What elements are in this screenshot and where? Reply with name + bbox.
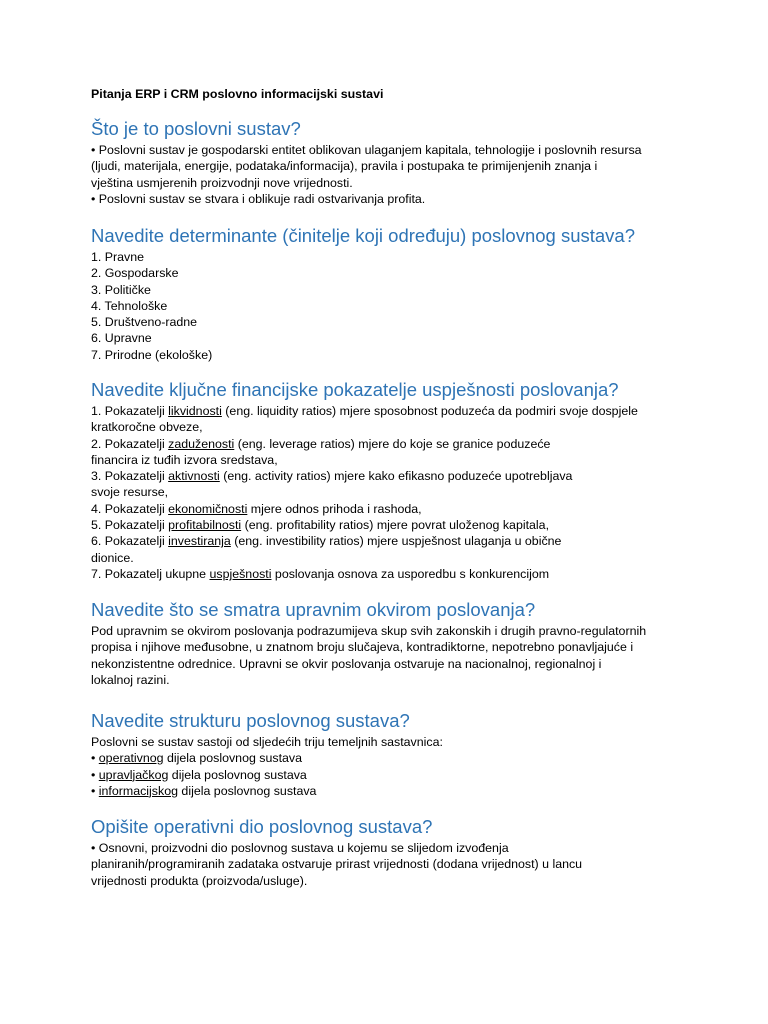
- text-segment: (ljudi, materijala, energije, podataka/informacija), pravila i postupaka te primijenjenih znanja i: [91, 159, 598, 174]
- text-segment: financira iz tuđih izvora sredstava,: [91, 452, 278, 467]
- text-segment: 6. Pokazatelji: [91, 534, 169, 549]
- text-segment: 1. Pokazatelji: [91, 404, 169, 418]
- text-segment: planiranih/programiranih zadataka ostvaruje prirast vrijednosti (dodana vrijednost) u lancu: [91, 857, 583, 872]
- document-title: Pitanja ERP i CRM poslovno informacijski sustavi: [91, 87, 384, 101]
- text-segment: 5. Pokazatelji: [91, 518, 169, 533]
- underlined-term: profitabilnosti: [168, 518, 242, 533]
- section-heading: Opišite operativni dio poslovnog sustava?: [91, 816, 433, 837]
- text-line: [91, 484, 691, 500]
- section-determinante: [91, 225, 691, 363]
- section-heading: Navedite determinante (činitelje koji određuju) poslovnog sustava?: [91, 225, 636, 246]
- text-line: [91, 672, 691, 688]
- text-segment: 7. Prirodne (ekološke): [91, 347, 213, 362]
- text-line: [91, 265, 691, 281]
- text-segment: •: [91, 767, 99, 782]
- text-segment: 1. Pravne: [91, 250, 145, 264]
- text-segment: dijela poslovnog sustava: [177, 783, 317, 798]
- text-segment: 2. Gospodarske: [91, 266, 179, 281]
- section-body: [91, 623, 691, 688]
- text-line: [91, 330, 691, 346]
- text-segment: •: [91, 751, 99, 766]
- text-line: [91, 175, 691, 191]
- section-heading: Što je to poslovni sustav?: [91, 118, 301, 139]
- underlined-term: zaduženosti: [168, 436, 235, 451]
- text-segment: (eng. leverage ratios) mjere do koje se granice poduzeće: [234, 436, 551, 451]
- text-segment: 7. Pokazatelj ukupne: [91, 566, 210, 581]
- text-segment: (eng. activity ratios) mjere kako efikasno poduzeće upotrebljava: [219, 469, 573, 484]
- underlined-term: informacijskog: [98, 783, 178, 798]
- text-segment: nekonzistentne odrednice. Upravni se okvir poslovanja ostvaruje na nacionalnoj, regionalnoj i: [91, 656, 602, 671]
- text-segment: • Poslovni sustav se stvara i oblikuje radi ostvarivanja profita.: [91, 191, 426, 206]
- underlined-term: upravljačkog: [98, 767, 169, 782]
- section-body: [91, 734, 691, 799]
- text-segment: poslovanja osnova za usporedbu s konkurencijom: [271, 566, 550, 581]
- text-segment: • Osnovni, proizvodni dio poslovnog sustava u kojemu se slijedom izvođenja: [91, 841, 509, 855]
- text-segment: 2. Pokazatelji: [91, 436, 169, 451]
- underlined-term: uspješnosti: [209, 566, 272, 581]
- text-line: [91, 142, 691, 158]
- text-line: [91, 639, 691, 655]
- text-segment: lokalnoj razini.: [91, 672, 170, 687]
- text-line: [91, 623, 691, 639]
- text-segment: 3. Pokazatelji: [91, 469, 169, 484]
- section-body: [91, 403, 691, 582]
- text-segment: 3. Političke: [91, 282, 151, 297]
- text-line: [91, 501, 691, 517]
- section-struktura: [91, 710, 691, 799]
- text-line: [91, 347, 691, 363]
- underlined-term: investiranja: [168, 534, 231, 549]
- text-line: [91, 452, 691, 468]
- section-upravni-okvir: [91, 599, 691, 688]
- text-segment: dijela poslovnog sustava: [168, 767, 307, 782]
- section-poslovni-sustav: [91, 118, 691, 207]
- text-segment: 4. Tehnološke: [91, 298, 168, 313]
- text-line: [91, 314, 691, 330]
- section-heading: Navedite što se smatra upravnim okvirom poslovanja?: [91, 599, 536, 620]
- text-segment: Pod upravnim se okvirom poslovanja podrazumijeva skup svih zakonskih i drugih pravno-regulatornih: [91, 624, 647, 638]
- text-line: [91, 419, 691, 435]
- section-body: [91, 840, 691, 889]
- underlined-term: aktivnosti: [168, 469, 220, 484]
- text-line: [91, 517, 691, 533]
- text-segment: dionice.: [91, 550, 134, 565]
- text-line: [91, 249, 691, 265]
- text-segment: vještina usmjerenih proizvodnji nove vrijednosti.: [91, 175, 353, 190]
- text-segment: mjere odnos prihoda i rashoda,: [247, 501, 422, 516]
- text-line: [91, 873, 691, 889]
- text-segment: (eng. liquidity ratios) mjere sposobnost poduzeća da podmiri svoje dospjele: [221, 404, 638, 418]
- text-segment: kratkoročne obveze,: [91, 420, 203, 435]
- text-segment: 4. Pokazatelji: [91, 501, 169, 516]
- underlined-term: likvidnosti: [168, 404, 222, 418]
- text-line: [91, 282, 691, 298]
- text-segment: vrijednosti produkta (proizvoda/usluge).: [91, 873, 308, 888]
- underlined-term: ekonomičnosti: [168, 501, 248, 516]
- text-segment: • Poslovni sustav je gospodarski entitet oblikovan ulaganjem kapitala, tehnologije i poslovnih resursa: [91, 143, 642, 157]
- text-line: [91, 783, 691, 799]
- section-operativni-dio: [91, 816, 691, 889]
- text-line: [91, 566, 691, 582]
- text-segment: (eng. investibility ratios) mjere uspješnost ulaganja u obične: [230, 534, 562, 549]
- text-line: [91, 158, 691, 174]
- text-line: [91, 468, 691, 484]
- text-line: [91, 298, 691, 314]
- text-line: [91, 533, 691, 549]
- text-line: [91, 656, 691, 672]
- text-line: [91, 403, 691, 419]
- text-segment: dijela poslovnog sustava: [163, 751, 302, 766]
- text-line: [91, 436, 691, 452]
- text-line: [91, 734, 691, 750]
- text-segment: propisa i njihove međusobne, u znatnom broju slučajeva, kontradiktorne, nepotrebno ponavljajuće i: [91, 640, 634, 655]
- text-line: [91, 191, 691, 207]
- underlined-term: operativnog: [98, 751, 164, 766]
- text-line: [91, 550, 691, 566]
- text-line: [91, 856, 691, 872]
- text-line: [91, 767, 691, 783]
- text-segment: (eng. profitability ratios) mjere povrat uloženog kapitala,: [241, 518, 550, 533]
- text-line: [91, 840, 691, 856]
- text-line: [91, 750, 691, 766]
- text-segment: 5. Društveno-radne: [91, 315, 198, 330]
- text-segment: Poslovni se sustav sastoji od sljedećih triju temeljnih sastavnica:: [91, 735, 443, 749]
- text-segment: svoje resurse,: [91, 485, 169, 500]
- section-body: [91, 249, 691, 363]
- text-segment: •: [91, 783, 99, 798]
- section-heading: Navedite strukturu poslovnog sustava?: [91, 710, 410, 731]
- section-body: [91, 142, 691, 207]
- section-financijski-pokazatelji: [91, 379, 691, 582]
- section-heading: Navedite ključne financijske pokazatelje uspješnosti poslovanja?: [91, 379, 619, 400]
- text-segment: 6. Upravne: [91, 331, 152, 346]
